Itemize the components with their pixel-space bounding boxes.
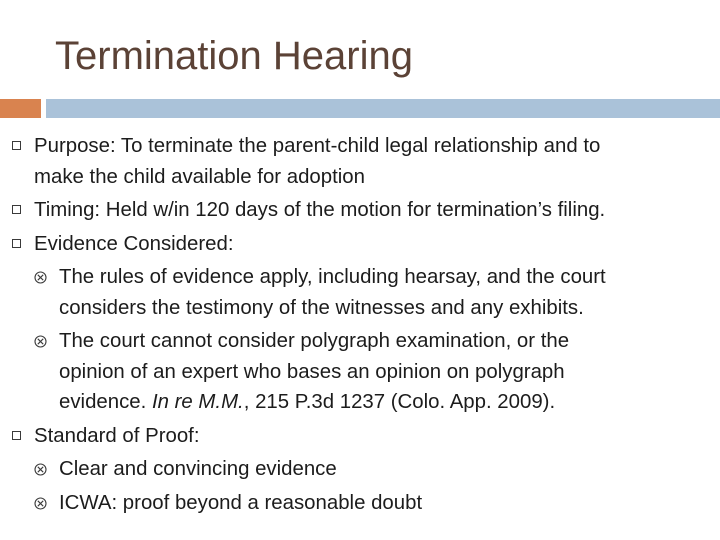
polygraph-line-2: opinion of an expert who bases an opinion on polygraph xyxy=(59,360,565,383)
polygraph-line-3-prefix: evidence. xyxy=(59,391,152,413)
circle-cross-bullet-icon xyxy=(34,497,47,510)
case-citation-name: In re M.M. xyxy=(151,391,244,413)
timing-text: Timing: Held w/in 120 days of the motion for termination’s filing. xyxy=(34,199,606,221)
bullet-evidence xyxy=(0,229,720,418)
accent-bar-orange xyxy=(0,99,41,118)
square-bullet-icon xyxy=(12,141,21,150)
bullet-purpose xyxy=(0,131,720,192)
sub-bullet-clear-convincing xyxy=(34,454,720,485)
sub-bullet-polygraph xyxy=(34,326,720,418)
bullet-timing xyxy=(0,195,720,226)
clear-convincing-text: Clear and convincing evidence xyxy=(59,458,337,480)
slide-title: Termination Hearing xyxy=(55,34,413,78)
icwa-text: ICWA: proof beyond a reasonable doubt xyxy=(59,491,423,514)
evidence-rules-line-2: considers the testimony of the witnesses and any exhibits. xyxy=(59,296,584,319)
accent-bar-blue xyxy=(46,99,720,118)
standard-label: Standard of Proof: xyxy=(34,424,200,447)
case-citation-reporter: , 215 P.3d 1237 (Colo. App. 2009). xyxy=(243,391,556,413)
circle-cross-bullet-icon xyxy=(34,335,47,348)
bullet-standard xyxy=(0,421,720,519)
evidence-rules-line-1: The rules of evidence apply, including hearsay, and the court xyxy=(59,266,606,288)
circle-cross-bullet-icon xyxy=(34,271,47,284)
purpose-line-2: make the child available for adoption xyxy=(34,165,365,188)
sub-bullet-icwa xyxy=(34,488,720,519)
polygraph-line-1: The court cannot consider polygraph examination, or the xyxy=(59,330,570,352)
square-bullet-icon xyxy=(12,239,21,248)
purpose-line-1: Purpose: To terminate the parent-child legal relationship and to xyxy=(34,135,601,157)
circle-cross-bullet-icon xyxy=(34,463,47,476)
square-bullet-icon xyxy=(12,205,21,214)
polygraph-line-3 xyxy=(59,387,720,418)
slide-body xyxy=(0,131,720,518)
evidence-label: Evidence Considered: xyxy=(34,232,234,255)
sub-bullet-evidence-rules xyxy=(34,262,720,323)
square-bullet-icon xyxy=(12,431,21,440)
